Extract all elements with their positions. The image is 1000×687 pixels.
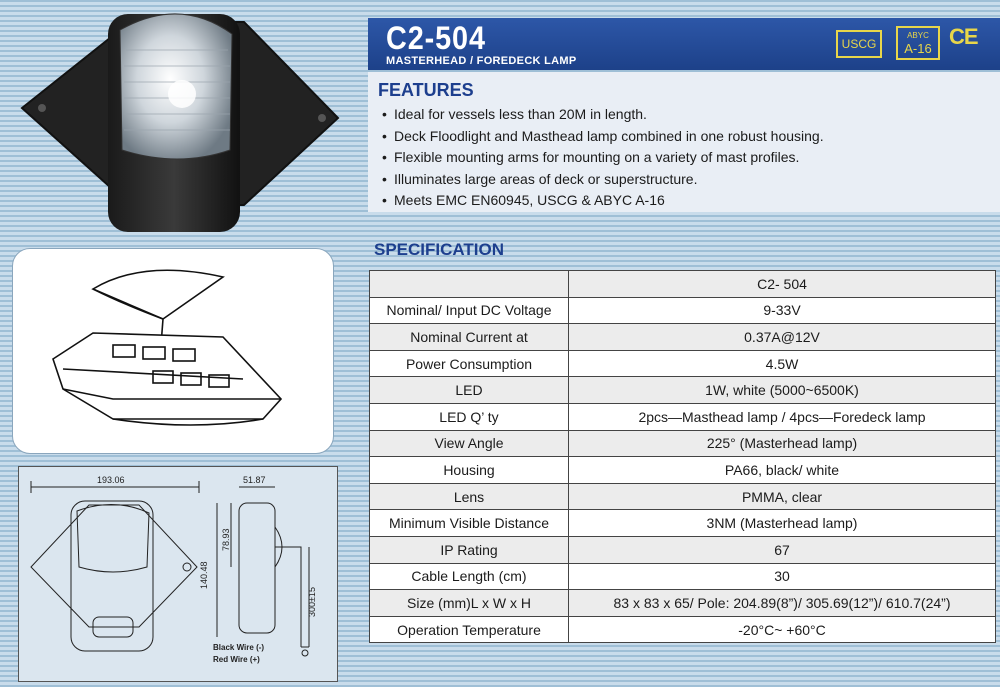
table-row (370, 457, 996, 484)
boat-illustration-panel (12, 248, 334, 454)
spec-label: Minimum Visible Distance (370, 510, 569, 537)
spec-value: C2- 504 (569, 271, 996, 298)
product-header (368, 18, 1000, 70)
table-row (370, 377, 996, 404)
uscg-badge (836, 30, 882, 58)
spec-label: LED (370, 377, 569, 404)
table-row (370, 616, 996, 643)
spec-value: -20°C~ +60°C (569, 616, 996, 643)
feature-item: • Deck Floodlight and Masthead lamp combined in one robust housing. (382, 126, 824, 148)
bullet-icon: • (382, 192, 387, 208)
features-list (382, 104, 824, 212)
bullet-icon: • (382, 149, 387, 165)
specification-title: SPECIFICATION (374, 240, 505, 259)
spec-label: Lens (370, 483, 569, 510)
spec-value: 30 (569, 563, 996, 590)
model-number: C2-504 (386, 20, 486, 56)
abyc-badge (896, 26, 940, 60)
abyc-standard: A-16 (904, 40, 932, 56)
dimension-height-body: 78.93 (221, 528, 231, 551)
bullet-icon: • (382, 170, 387, 187)
dimension-width-front: 193.06 (97, 475, 125, 485)
spec-value: 4.5W (569, 350, 996, 377)
dimension-width-side: 51.87 (243, 475, 266, 485)
spec-label (370, 271, 569, 298)
dimension-cable-length: 300±15 (307, 587, 317, 617)
table-row (370, 590, 996, 617)
spec-label: Cable Length (cm) (370, 563, 569, 590)
spec-label: Operation Temperature (370, 616, 569, 643)
spec-label: View Angle (370, 430, 569, 457)
table-row (370, 536, 996, 563)
product-subtitle: MASTERHEAD / FOREDECK LAMP (386, 55, 577, 67)
abyc-label: ABYC (907, 30, 929, 40)
bullet-icon: • (382, 106, 387, 122)
bullet-icon: • (382, 127, 387, 144)
uscg-label: USCG (841, 37, 877, 51)
spec-label: Nominal/ Input DC Voltage (370, 297, 569, 324)
table-row (370, 510, 996, 537)
product-photo (0, 0, 355, 240)
table-row (370, 271, 996, 298)
boat-illustration (13, 249, 335, 455)
spec-value: 3NM (Masterhead lamp) (569, 510, 996, 537)
spec-label: Housing (370, 457, 569, 484)
spec-value: 67 (569, 536, 996, 563)
spec-value: 2pcs—Masthead lamp / 4pcs—Foredeck lamp (569, 403, 996, 430)
spec-value: 1W, white (5000~6500K) (569, 377, 996, 404)
feature-item: • Ideal for vessels less than 20M in length. (382, 104, 824, 126)
spec-label: Size (mm)L x W x H (370, 590, 569, 617)
spec-value: PMMA, clear (569, 483, 996, 510)
specification-table (369, 270, 996, 643)
dimension-height-overall: 140.48 (199, 561, 209, 589)
feature-item: • Flexible mounting arms for mounting on a variety of mast profiles. (382, 147, 824, 169)
spec-label: LED Q’ ty (370, 403, 569, 430)
black-wire-label: Black Wire (-) (213, 643, 265, 652)
table-row (370, 350, 996, 377)
spec-label: IP Rating (370, 536, 569, 563)
drawing-lines (19, 467, 339, 683)
features-panel (368, 72, 1000, 212)
spec-label: Nominal Current at (370, 324, 569, 351)
ce-mark: CE (949, 24, 978, 49)
table-row (370, 297, 996, 324)
features-title: FEATURES (378, 80, 474, 100)
table-row (370, 563, 996, 590)
spec-value: 9-33V (569, 297, 996, 324)
spec-value: 225° (Masterhead lamp) (569, 430, 996, 457)
feature-item: • Illuminates large areas of deck or superstructure. (382, 169, 824, 191)
table-row (370, 403, 996, 430)
red-wire-label: Red Wire (+) (213, 655, 260, 664)
table-row (370, 430, 996, 457)
technical-drawing (18, 466, 338, 682)
spec-value: PA66, black/ white (569, 457, 996, 484)
spec-label: Power Consumption (370, 350, 569, 377)
spec-value: 83 x 83 x 65/ Pole: 204.89(8”)/ 305.69(12”)/ 610.7(24”) (569, 590, 996, 617)
table-row (370, 483, 996, 510)
feature-item: • Meets EMC EN60945, USCG & ABYC A-16 (382, 190, 824, 212)
spec-value: 0.37A@12V (569, 324, 996, 351)
table-row (370, 324, 996, 351)
